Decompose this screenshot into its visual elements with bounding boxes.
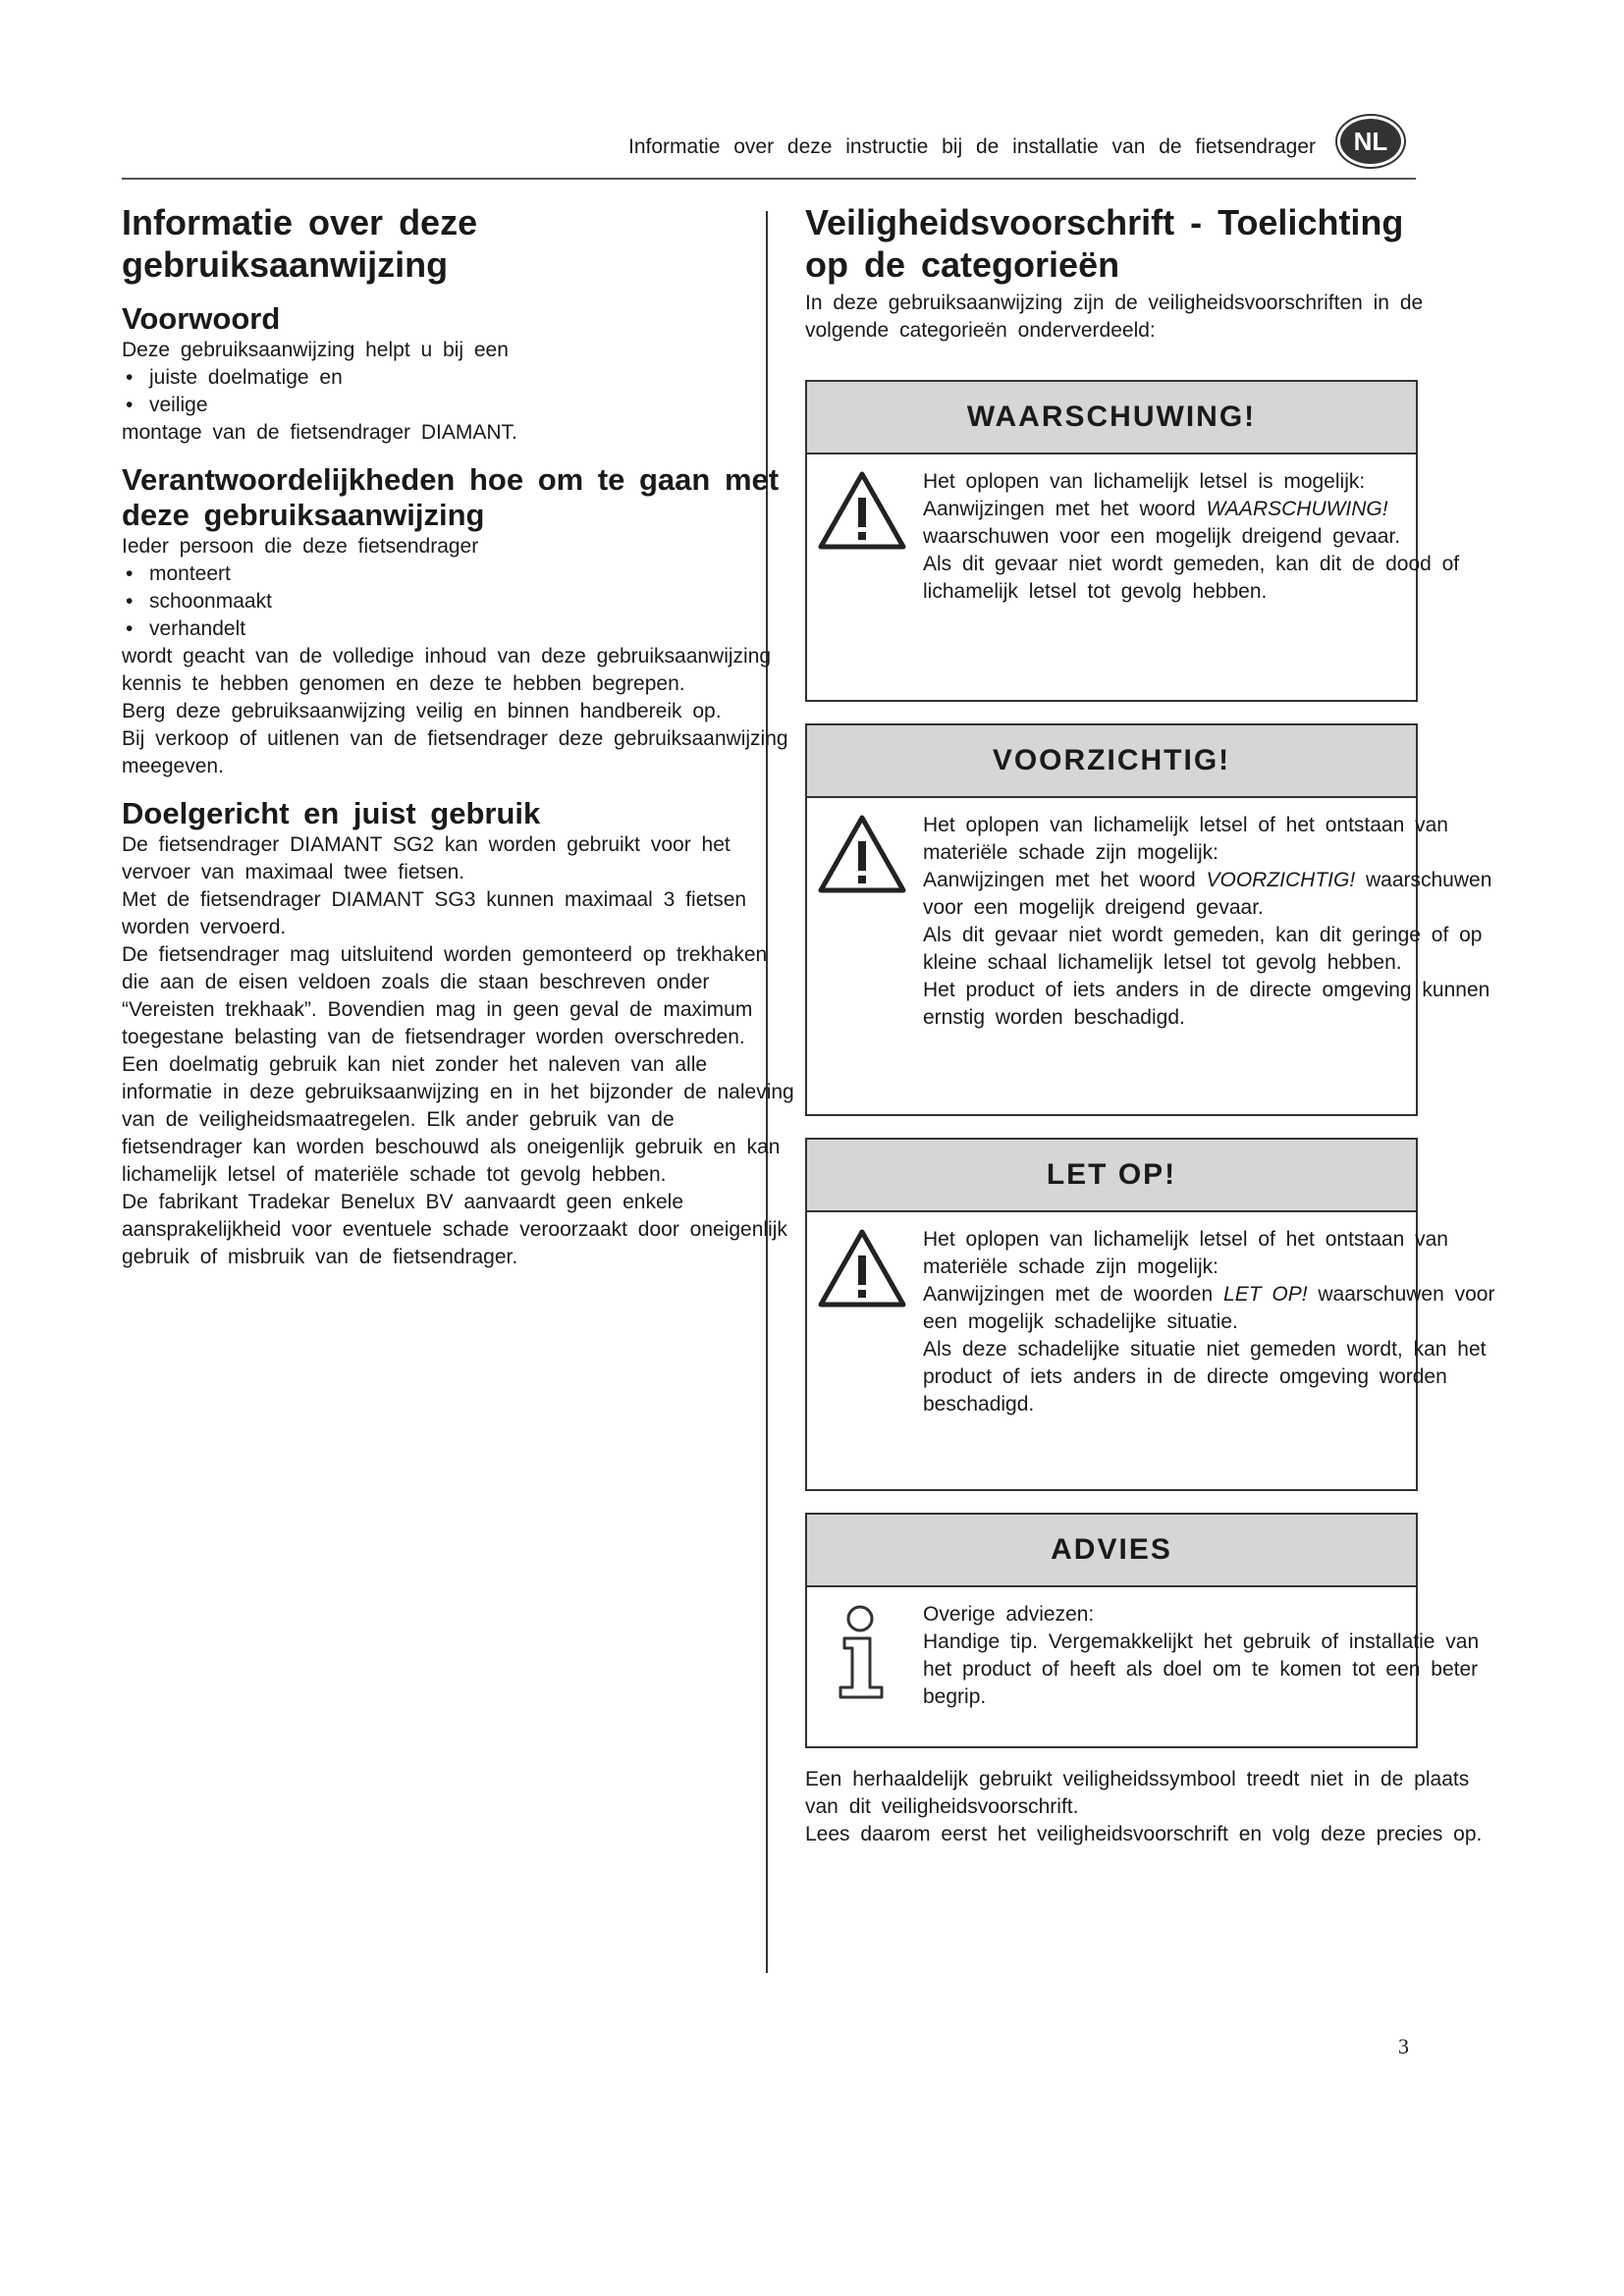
box-title: VOORZICHTIG! xyxy=(807,725,1416,798)
page-header-title: Informatie over deze instructie bij de installatie van de fietsendrager xyxy=(628,135,1317,158)
voorwoord-list xyxy=(122,364,799,419)
box-line: Overige adviezen: xyxy=(923,1603,1095,1626)
language-badge: NL xyxy=(1337,116,1404,167)
box-line: Handige tip. Vergemakkelijkt het gebruik of installatie van het product of heeft als doel om te komen tot een beter begrip. xyxy=(923,1630,1480,1708)
list-item: • monteert xyxy=(122,561,799,588)
paragraph: Een doelmatig gebruik kan niet zonder het naleven van alle informatie in deze gebruiksaanwijzing en in het bijzonder de naleving van de veiligheidsmaatregelen. Elk ander gebruik van de fietsendrager kan worden beschouwd als oneigenlijk gebruik en kan lichamelijk letsel of materiële schade tot gevolg hebben. xyxy=(122,1053,794,1186)
paragraph: Bij verkoop of uitlenen van de fietsendrager deze gebruiksaanwijzing meegeven. xyxy=(122,727,788,777)
warning-box xyxy=(805,380,1460,702)
paragraph: Een herhaaldelijk gebruikt veiligheidssymbool treedt niet in de plaats van dit veiligheidsvoorschrift. xyxy=(805,1768,1470,1818)
heading-doelgericht: Doelgericht en juist gebruik xyxy=(122,796,541,830)
box-line: Aanwijzingen met de woorden LET OP! waarschuwen voor een mogelijk schadelijke situatie. xyxy=(923,1283,1495,1333)
caution-box xyxy=(805,723,1492,1116)
box-line: Het oplopen van lichamelijk letsel of het ontstaan van materiële schade zijn mogelijk: xyxy=(923,1228,1448,1278)
box-line: Het oplopen van lichamelijk letsel of het ontstaan van materiële schade zijn mogelijk: xyxy=(923,814,1448,864)
right-column xyxy=(805,201,1495,1848)
paragraph: wordt geacht van de volledige inhoud van deze gebruiksaanwijzing kennis te hebben genomen en deze te hebben begrepen. xyxy=(122,645,772,695)
paragraph: Berg deze gebruiksaanwijzing veilig en binnen handbereik op. xyxy=(122,700,722,722)
paragraph: Lees daarom eerst het veiligheidsvoorschrift en volg deze precies op. xyxy=(805,1823,1483,1845)
paragraph: De fietsendrager mag uitsluitend worden gemonteerd op trekhaken die aan de eisen veldoen zoals die staan beschreven onder “Vereisten trekhaak”. Bovendien mag in geen geval de maximum toegestane belasting van de fietsendrager worden overschreden. xyxy=(122,943,768,1048)
box-line: Als deze schadelijke situatie niet gemeden wordt, kan het product of iets anders in de directe omgeving worden beschadigd. xyxy=(923,1338,1487,1415)
paragraph: Met de fietsendrager DIAMANT SG3 kunnen maximaal 3 fietsen worden vervoerd. xyxy=(122,888,747,938)
list-item: • verhandelt xyxy=(122,615,799,643)
page-number: 3 xyxy=(1398,2034,1409,2058)
paragraph: De fietsendrager DIAMANT SG2 kan worden gebruikt voor het vervoer van maximaal twee fietsen. xyxy=(122,833,731,883)
warning-triangle-icon xyxy=(817,1228,907,1308)
box-line: Aanwijzingen met het woord VOORZICHTIG! waarschuwen voor een mogelijk dreigend gevaar. xyxy=(923,869,1492,919)
box-line: Aanwijzingen met het woord WAARSCHUWING! waarschuwen voor een mogelijk dreigend gevaar. xyxy=(923,498,1401,548)
list-item: • juiste doelmatige en xyxy=(122,364,799,392)
attention-box xyxy=(805,1138,1495,1491)
box-title: ADVIES xyxy=(807,1515,1416,1587)
box-title: LET OP! xyxy=(807,1140,1416,1212)
veiligheid-intro: In deze gebruiksaanwijzing zijn de veiligheidsvoorschriften in de volgende categorieën onderverdeeld: xyxy=(805,292,1424,342)
warning-triangle-icon xyxy=(817,470,907,551)
heading-voorwoord: Voorwoord xyxy=(122,301,281,336)
box-title: WAARSCHUWING! xyxy=(807,382,1416,454)
list-item: • veilige xyxy=(122,392,799,419)
info-icon xyxy=(817,1603,907,1701)
verantwoordelijkheden-list xyxy=(122,561,799,643)
box-line: Als dit gevaar niet wordt gemeden, kan dit de dood of lichamelijk letsel tot gevolg hebben. xyxy=(923,553,1460,603)
list-item: • schoonmaakt xyxy=(122,588,799,615)
voorwoord-outro: montage van de fietsendrager DIAMANT. xyxy=(122,421,517,444)
box-line: Het product of iets anders in de directe omgeving kunnen ernstig worden beschadigd. xyxy=(923,979,1490,1029)
section-title-veiligheid: Veiligheidsvoorschrift - Toelichting op de categorieën xyxy=(805,202,1404,285)
paragraph: De fabrikant Tradekar Benelux BV aanvaardt geen enkele aansprakelijkheid voor eventuele schade veroorzaakt door oneigenlijk gebruik of misbruik van de fietsendrager. xyxy=(122,1191,787,1268)
advice-box xyxy=(805,1513,1480,1748)
warning-triangle-icon xyxy=(817,814,907,894)
heading-verantwoordelijkheden: Verantwoordelijkheden hoe om te gaan met deze gebruiksaanwijzing xyxy=(122,462,780,532)
header-divider xyxy=(122,178,1416,180)
box-line: Het oplopen van lichamelijk letsel is mogelijk: xyxy=(923,470,1366,493)
box-line: Als dit gevaar niet wordt gemeden, kan dit geringe of op kleine schaal lichamelijk letsel tot gevolg hebben. xyxy=(923,924,1483,974)
verantwoordelijkheden-intro: Ieder persoon die deze fietsendrager xyxy=(122,535,479,558)
left-column xyxy=(122,201,799,1271)
voorwoord-intro: Deze gebruiksaanwijzing helpt u bij een xyxy=(122,339,509,361)
section-title-info: Informatie over deze gebruiksaanwijzing xyxy=(122,202,478,285)
